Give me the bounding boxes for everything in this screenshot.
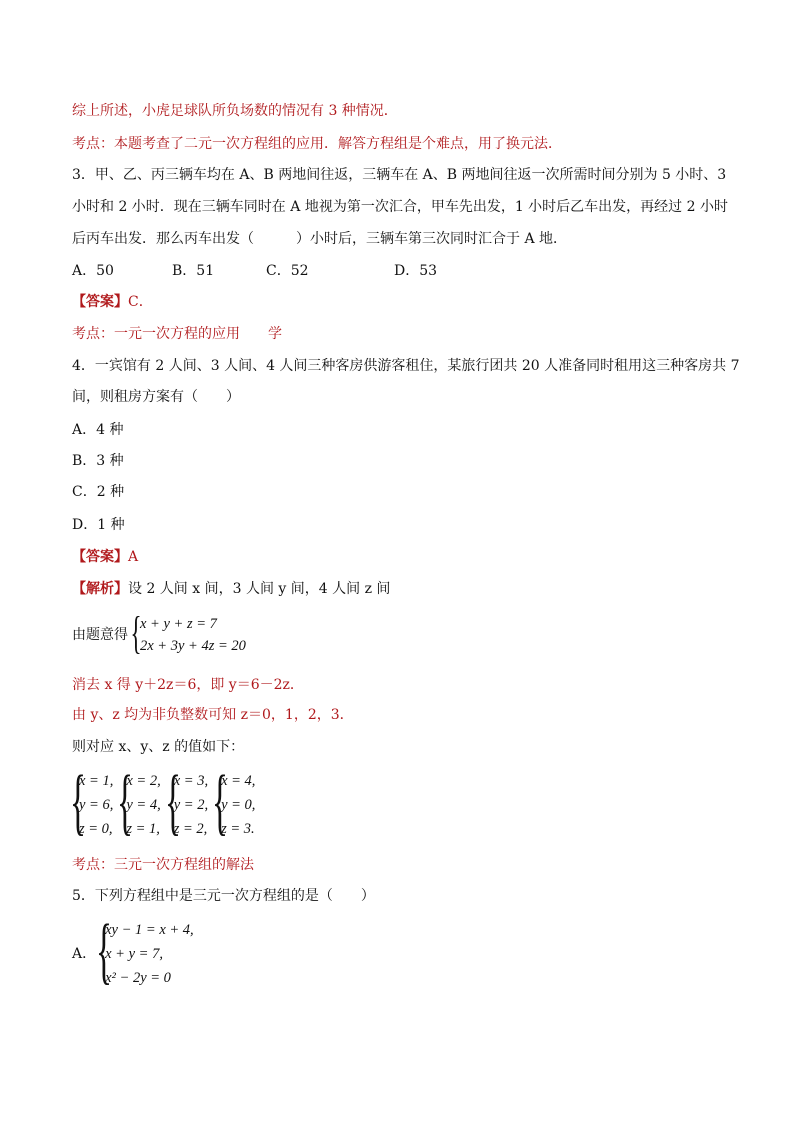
option-a-label: A． — [72, 946, 97, 962]
question-4-option-d: D．1 种 — [72, 517, 125, 533]
question-3-text-1: 3．甲、乙、丙三辆车均在 A、B 两地间往返，三辆车在 A、B 两地间往返一次所需时间分别为 5 小时、3 — [72, 167, 727, 183]
answer-tag: 【答案】 — [72, 294, 128, 310]
question-4-option-c: C．2 种 — [72, 484, 125, 500]
question-5-text: 5．下列方程组中是三元一次方程组的是（ ） — [72, 888, 375, 904]
question-5-option-a — [72, 910, 198, 992]
values-intro: 则对应 x、y、z 的值如下： — [72, 739, 245, 755]
question-4-equation-system — [72, 607, 246, 658]
question-4-option-b: B．3 种 — [72, 453, 124, 469]
left-brace: { — [212, 761, 229, 843]
solution-x: x = 1, — [79, 773, 114, 789]
left-brace: { — [164, 761, 181, 843]
left-brace: { — [130, 607, 142, 658]
equation-1: xy − 1 = x + 4, — [105, 922, 194, 938]
question-4-text-1: 4．一宾馆有 2 人间、3 人间、4 人间三种客房供游客租住，某旅行团共 20 人准备同时租用这三种客房共 7 — [72, 358, 740, 374]
solution-sets — [70, 761, 259, 843]
solution-z: z = 1, — [126, 821, 160, 837]
solution-set-4 — [212, 761, 256, 843]
analysis-tag: 【解析】 — [72, 581, 128, 597]
solution-x: x = 3, — [173, 773, 209, 789]
left-brace: { — [70, 761, 86, 843]
equation-1: x + y + z = 7 — [140, 616, 217, 632]
question-4-option-a: A．4 种 — [72, 422, 124, 438]
analysis-text: 设 2 人间 x 间，3 人间 y 间，4 人间 z 间 — [128, 581, 391, 597]
left-brace: { — [117, 761, 134, 843]
question-3-option-b: B．51 — [172, 263, 215, 279]
left-brace: { — [96, 910, 113, 992]
answer-value: C． — [128, 294, 153, 310]
solution-x: x = 2, — [126, 773, 161, 789]
option-a-system — [96, 910, 194, 992]
solution-y: y = 4, — [126, 797, 161, 813]
key-point-line: 考点：本题考查了二元一次方程组的应用．解答方程组是个难点，用了换元法． — [72, 136, 562, 152]
solution-z: z = 0, — [79, 821, 113, 837]
question-4-answer — [72, 547, 138, 567]
question-3-key-point: 考点：一元一次方程的应用 学 — [72, 326, 282, 342]
equation-3: x² − 2y = 0 — [105, 970, 171, 986]
solution-set-1 — [70, 761, 114, 843]
eliminate-step: 消去 x 得 y＋2z＝6，即 y＝6－2z． — [72, 677, 304, 693]
solution-y: y = 0, — [221, 797, 256, 813]
solution-set-2 — [117, 761, 161, 843]
equation-rows — [140, 613, 246, 657]
question-3-option-d: D．53 — [394, 263, 438, 279]
nonnegative-step: 由 y、z 均为非负整数可知 z＝0，1，2，3． — [72, 707, 354, 723]
question-3-text-3: 后丙车出发．那么丙车出发（ ）小时后，三辆车第三次同时汇合于 A 地． — [72, 231, 568, 247]
question-4-analysis — [72, 579, 390, 599]
solution-z: z = 3. — [221, 821, 255, 837]
question-4-text-2: 间，则租房方案有（ ） — [72, 389, 240, 405]
question-3-text-2: 小时和 2 小时．现在三辆车同时在 A 地视为第一次汇合，甲车先出发，1 小时后乙车出发，再经过 2 小时 — [72, 199, 728, 215]
question-3-option-c: C．52 — [266, 263, 309, 279]
question-4-key-point: 考点：三元一次方程组的解法 — [72, 857, 254, 873]
summary-line: 综上所述，小虎足球队所负场数的情况有 3 种情况． — [72, 103, 398, 119]
solution-y: y = 6, — [79, 797, 114, 813]
solution-x: x = 4, — [221, 773, 256, 789]
answer-tag: 【答案】 — [72, 549, 128, 565]
from-problem-label: 由题意得 — [72, 627, 128, 643]
solution-set-3 — [164, 761, 209, 843]
solution-y: y = 2, — [173, 797, 209, 813]
question-3-answer — [72, 292, 153, 312]
question-3-option-a: A．50 — [72, 263, 114, 279]
solution-z: z = 2, — [173, 821, 208, 837]
answer-value: A — [128, 549, 139, 565]
equation-2: 2x + 3y + 4z = 20 — [140, 638, 246, 654]
equation-2: x + y = 7, — [105, 946, 163, 962]
